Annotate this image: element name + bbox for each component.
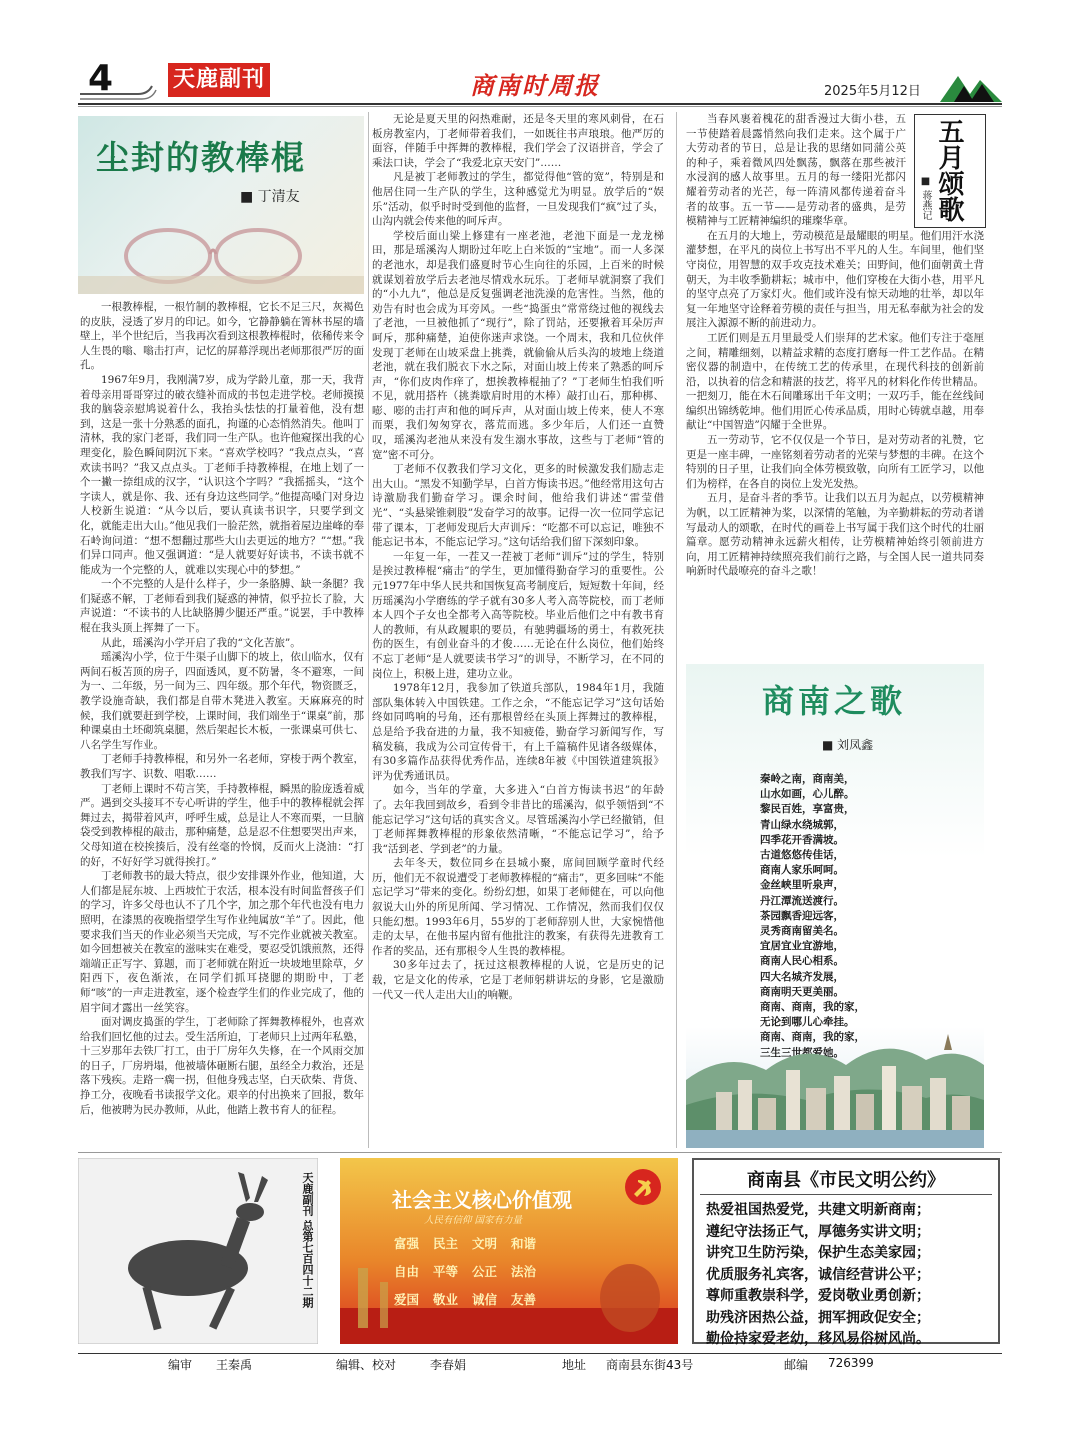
article-paragraph: 丁老师教书的最大特点，很少安排课外作业，他知道，大人们都是屁东坡、上西坡忙于农活，根本没有时间监督孩子们的学习，许多父母也认不了几个字，加之那个年代也没有电力照明，在漆黑的夜晚指望学生写作业纯属放“羊”了。因此，他要求我们当天的作业必须当天完成，写不完作业就被关教室。如今回想被关在教室的滋味实在难受，要忍受饥饿煎熬，还得端端正正写字、算题，而丁老师就在附近一块坡地里除草，夕阳西下，夜色渐浓，在同学们抓耳挠腮的期盼中，丁老师“咳”的一声走进教室，逐个检查学生们的作业完成了，他的眉宇间才露出一丝笑容。 bbox=[80, 870, 364, 1014]
footer-postcode-label: 邮编 bbox=[784, 1358, 809, 1372]
poem-line: 金丝峡里听泉声， bbox=[760, 879, 844, 892]
civility-line: 讲究卫生防污染，保护生态美家园； bbox=[706, 1245, 930, 1261]
core-value: 富强 bbox=[394, 1236, 420, 1251]
core-value: 民主 bbox=[433, 1236, 459, 1251]
footer-proof: 李春娟 bbox=[430, 1358, 467, 1372]
publication-date: 2025年5月12日 bbox=[824, 84, 921, 99]
header-rule bbox=[78, 103, 1002, 105]
page-number: 4 bbox=[88, 58, 114, 99]
poem-line: 灵秀商南留美名。 bbox=[760, 925, 844, 938]
poem-line: 商南、商南，我的家， bbox=[760, 1001, 865, 1014]
core-values-subtitle: 人民有信仰 国家有力量 bbox=[424, 1215, 523, 1226]
article-paragraph: 如今，当年的学童，大多进入“白首方悔读书迟”的年龄了。去年我回到故乡，看到令非昔比的瑶溪沟，似乎领悟到“不能忘记学习”这句话的真实含义。尽管瑶溪沟小学已经撤销，但丁老师挥舞教棒棍的形象依然清晰，“不能忘记学习”，给予我“活到老、学到老”的力量。 bbox=[372, 784, 664, 855]
poem-line: 商南人民心相系。 bbox=[760, 955, 844, 968]
column-credit: 天鹿副刊 总第七百四十二期 bbox=[301, 1172, 314, 1308]
article-paragraph: 当春风裹着槐花的甜香漫过大街小巷，五一节使踏着晨露悄然向我们走来。这个属于广大劳动者的节日，总是让我的思绪如同蒲公英的种子，乘着微风四处飘荡，飘落在那些被汗水浸润的感人故事里。五月的每一缕阳光都闪耀着劳动者的光芒，每一阵清风都传递着奋斗者的故事。五一节——是劳动者的盛典，是劳模精神与工匠精神编织的璀璨华章。 bbox=[686, 113, 906, 228]
poem-line: 青山绿水绕城郭， bbox=[760, 818, 844, 831]
poem-line: 无论到哪儿心牵挂。 bbox=[760, 1016, 855, 1029]
core-value: 公正 bbox=[472, 1264, 498, 1279]
article-paragraph: 丁老师不仅教我们学习文化，更多的时候激发我们励志走出大山。“黑发不知勤学早，白首方悔读书迟。”他经常用这句古诗激励我们勤奋学习。课余时间，他给我们讲述“雷莹借光”、“头悬梁锥刺股”发奋学习的故事。记得一次一位同学忘记带了课本，丁老师发现后大声训斥：“吃都不可以忘记，唯独不能忘记书本，不能忘记学习。”这句话给我们留下深刻印象。 bbox=[372, 463, 664, 549]
poem-line: 宜居宜业宜游地， bbox=[760, 940, 844, 953]
poem-line: 商南人家乐呵呵。 bbox=[760, 864, 844, 877]
footer-address: 商南县东街43号 bbox=[606, 1358, 694, 1372]
civility-convention-title: 商南县《市民文明公约》 bbox=[747, 1170, 945, 1191]
poem-line: 三生三世都爱她。 bbox=[760, 1046, 844, 1059]
footer-rule bbox=[78, 1353, 1002, 1354]
core-value: 友善 bbox=[511, 1292, 537, 1307]
poem-line: 山水如画，心儿醉。 bbox=[760, 788, 855, 801]
poem-line: 商南明天更美丽。 bbox=[760, 985, 844, 998]
masthead-logo: 商南时周报 bbox=[470, 71, 600, 100]
header-decoration bbox=[78, 80, 158, 104]
poem-line: 黎民百姓，享富贵， bbox=[760, 803, 855, 816]
article-paragraph: 一个不完整的人是什么样子，少一条胳膊、缺一条腿？我们疑惑不解，丁老师看到我们疑惑的神情，似乎拉长了脸，大声说道：“不读书的人比缺胳膊少腿还严重。”说罢，手中教棒棍在我头顶上挥舞了一下。 bbox=[80, 578, 364, 635]
civility-line: 遵纪守法扬正气，厚德务实讲文明； bbox=[706, 1223, 930, 1240]
core-value: 诚信 bbox=[472, 1292, 498, 1307]
article-paragraph: 在五月的大地上，劳动模范是最耀眼的明星。他们用汗水浇灌梦想，在平凡的岗位上书写出不平凡的人生。车间里，他们坚守岗位，用智慧的双手攻克技术难关；田野间，他们面朝黄土背朝天，为丰收季勤耕耘；城市中，他们穿梭在大街小巷，用平凡的坚守点亮了万家灯火。他们或许没有惊天动地的壮举，却以年复一年地坚守诠释着劳模的责任与担当，用无私奉献为社会的发展注入源源不断的前进动力。 bbox=[686, 229, 984, 330]
article-paragraph: 从此，瑶溪沟小学开启了我的“文化苦旅”。 bbox=[101, 636, 301, 649]
bottom-rule bbox=[78, 1152, 1002, 1153]
civility-convention-list bbox=[706, 1200, 998, 1351]
article-paragraph: 面对调皮捣蛋的学生，丁老师除了挥舞教棒棍外，也喜欢给我们回忆他的过去。受生活所迫，丁老师只上过两年私塾，十三岁那年去铁厂打工，由于厂房年久失修，在一个风雨交加的日子，厂房坍塌，他被墙体砸断右腿，虽经全力救治，还是落下残疾。走路一瘸一拐，但他身残志坚，白天砍柴、背货、挣工分，夜晚看书读报学文化。艰辛的付出换来了回报，数年后，他被聘为民办教师，从此，他踏上教书育人的征程。 bbox=[80, 1016, 364, 1116]
poem-line: 商南、商南，我的家， bbox=[760, 1031, 865, 1044]
civility-line: 勤俭持家爱老幼，移风易俗树风尚。 bbox=[706, 1331, 930, 1347]
article-paragraph: 1967年9月，我刚满7岁，成为学龄儿童，那一天，我背着母亲用哥哥穿过的破衣缝补而成的书包走进学校。老师摸摸我的脑袋亲慰鸠说着什么，我抬头怯怯的打量着他，没有想到，这是一张十分熟悉的面孔，拘谨的心态悄然消失。他叫丁清林，我的家门老哥，我们同一生产队。也许他窥探出我的心理变化，脸色瞬间阴沉下来。“喜欢学校吗？”我点点头，“喜欢读书吗？”我又点点头。丁老师手持教棒棍，在地上划了一个一撇一捺组成的汉字，“认识这个字吗？”我摇摇头，“这个字读人，就是你、我、还有身边这些同学。”他提高嗓门对身边人校新生说道：“从今以后，要认真读书识字，只要学到文化，就能走出大山。”他见我们一脸茫然，就指着屋边崖峰的奉石岭询问道：“想不想翻过那些大山去更远的地方？”“想。”我们异口同声。他又强调道：“是人就要好好读书，不读书就不能成为一个完整的人，就难以实现心中的梦想。” bbox=[80, 373, 364, 576]
article-paragraph: 五一劳动节，它不仅仅是一个节日，是对劳动者的礼赞，它更是一座丰碑，一座铭刻着劳动者的光荣与梦想的丰碑。在这个特别的日子里，让我们向全体劳模致敬，向所有工匠学习，以他们为榜样，在各自的岗位上发光发热。 bbox=[686, 434, 984, 490]
party-emblem-icon bbox=[624, 1168, 662, 1206]
article-paragraph: 学校后面山梁上修建有一座老池，老池下面是一龙龙梯田，那是瑶溪沟人期盼过年吃上白米饭的“宝地”。而一人多深的老池水，却是我们盛夏时节心生向往的乐园，上百米的时候就谋划着放学后去老池尽情戏水玩乐。丁老师早就洞察了我们的“小九九”，他总是反复强调老池洗澡的危害性。当然，他的劝告有时也会成为耳旁风。一些“捣蛋虫”常常绕过他的视线去了老池，一旦被他抓了“现行”，除了罚站，还要揪着耳朵厉声呵斥，那种痛楚，迫使你迷声求饶。一个周末，我和几位伙伴发现丁老师在山坡采盘上挑粪，就偷偷从后头沟的坡地上绕道老池，就在我们脱衣下水之际，对面山坡上传来了熟悉的呵斥声，“你们皮肉作痒了，想挨教棒棍抽了？”丁老师生怕我们听不见，就用搭杵（挑粪歇肩时用的木棒）敲打山石，那种梆、嘭、嘭的击打声和他的呵斥声，从对面山坡上传来，使人不寒而栗，我们匆匆穿衣，落荒而逃。多少年后，人们还一直赞叹，瑶溪沟老池从来没有发生溺水事故，这些与丁老师“管的宽”密不可分。 bbox=[372, 229, 664, 461]
core-value: 文明 bbox=[472, 1236, 498, 1251]
footer-editor-label: 编审 bbox=[168, 1358, 193, 1372]
article-paragraph: 1978年12月，我参加了铁道兵部队，1984年1月，我随部队集体转入中国铁建。工作之余，“不能忘记学习”这句话始终如同鸣响的号角，还有那根曾经在头顶上挥舞过的教棒棍，总是给予我奋进的力量，我不知疲倦，勤奋学习新闻写作，写稿发稿，我成为公司宣传骨干，有上千篇稿件见诸各级媒体，有30多篇作品获得优秀作品，连续8年被《中国铁道建筑报》评为优秀通讯员。 bbox=[372, 682, 664, 782]
civility-line: 热爱祖国热爱党，共建文明新商南； bbox=[706, 1202, 930, 1218]
civility-line: 助残济困热公益，拥军拥政促安全； bbox=[706, 1309, 930, 1326]
core-values-row bbox=[394, 1290, 550, 1308]
poem-line: 秦岭之南，商南美， bbox=[760, 773, 855, 785]
article-paragraph: 丁老师手持教棒棍，和另外一名老师，穿梭于两个教室，教我们写字、识数、唱歌…… bbox=[80, 753, 364, 780]
poem-line: 丹江潭流送渡行。 bbox=[760, 894, 844, 907]
article-author: ■ 丁清友 bbox=[240, 189, 300, 205]
article-paragraph: 一年复一年，一茬又一茬被丁老师“训斥”过的学生，特别是挨过教棒棍“痛击”的学生，更加懂得勤奋学习的重要性。公元1977年中华人民共和国恢复高考制度后，短短数十年间，经历瑶溪沟小学磨练的学子就有30多人考入高等院校，而丁老师本人四个子女也全都考入高等院校。毕业后他们之中有教书育人的教师，有从政履职的要员，有驰骋疆场的勇士，有救死扶伤的医生，有创业奋斗的才俊……无论在什么岗位，他们始终不忘丁老师“是人就要读书学习”的训导，不断学习，在不同的岗位上，积极上进，建功立业。 bbox=[372, 550, 664, 680]
footer-postcode: 726399 bbox=[828, 1356, 874, 1370]
article-paragraph: 凡是被丁老师教过的学生，都觉得他“管的宽”，特别是和他居住同一生产队的学生，这种感觉尤为明显。放学后的“娱乐”活动，似乎时时受到他的监督，一旦发现我们“疯”过了头，山沟内就会传来他的呵斥声。 bbox=[372, 171, 664, 228]
article-paragraph: 30多年过去了，抚过这根教棒棍的人说，它是历史的记载，它是文化的传承，它是丁老师躬耕讲坛的身影，它是激励一代又一代人走出大山的响鞭。 bbox=[372, 959, 664, 1001]
column-divider bbox=[368, 112, 369, 1148]
footer-editor: 王秦禹 bbox=[216, 1358, 253, 1372]
header-rule bbox=[78, 106, 1002, 107]
article-title: 尘封的教棒棍 bbox=[96, 138, 306, 177]
core-value: 法治 bbox=[511, 1264, 537, 1279]
article-paragraph: 一根教棒棍，一根竹制的教棒棍，它长不足三尺，灰褐色的皮肤，浸透了岁月的印记。如今，它静静躺在箐林书屋的墙壁上，半个世纪后，当我再次看到这根教棒棍时，依稀传来令人生畏的嗡、嗡击打声，记忆的屏幕浮现出老师那很严厉的面孔。 bbox=[80, 301, 364, 372]
core-value: 自由 bbox=[394, 1264, 420, 1279]
footer-address-label: 地址 bbox=[562, 1358, 587, 1372]
core-value: 和谐 bbox=[511, 1236, 537, 1251]
poem-line: 四大名城齐发展， bbox=[760, 970, 844, 983]
article-body-column-1 bbox=[80, 300, 364, 1148]
core-values-title: 社会主义核心价值观 bbox=[392, 1188, 572, 1212]
article-paragraph: 丁老师上课时不苟言笑，手持教棒棍，瞬黑的脸庞透着威严。遇到交头接耳不专心听讲的学生，他手中的教棒棍就会挥舞过去，揭带着风声，呼呼生威，总是让人不寒而栗，一旦脑袋受到教棒棍的敲击，那种痛楚，总是忍不住想要哭出声来，父母知道在校挨揍后，没有丝毫的怜悯，反而火上浇油：“打的好，不好好学习就得挨打。” bbox=[80, 782, 364, 868]
newspaper-logo-icon bbox=[940, 72, 1002, 102]
core-values-row bbox=[394, 1262, 550, 1280]
poem-line: 茶园飘香迎远客， bbox=[760, 909, 844, 922]
civility-line: 尊师重教崇科学，爱岗敬业勇创新； bbox=[706, 1288, 930, 1304]
core-value: 平等 bbox=[433, 1264, 459, 1279]
core-values-row bbox=[394, 1234, 550, 1252]
section-badge: 天鹿副刊 bbox=[168, 63, 270, 97]
poem-author: ■ 刘凤鑫 bbox=[822, 738, 874, 752]
article-paragraph: 工匠们则是五月里最受人们崇拜的艺术家。他们专注于毫厘之间，精雕细刻，以精益求精的态度打磨每一件工艺作品。在精密仪器的制造中，在传统工艺的传承里，在现代科技的创新前沿，以执着的信念和精湛的技艺，将平凡的材料化作传世精品。一把刻刀，能在木石间雕琢出千年文明；一双巧手，能在丝线间编织出锦绣乾坤。他们用匠心传承品质，用时心铸就卓越，用奉献让“中国智造”闪耀于全世界。 bbox=[686, 331, 984, 432]
article-title: 五月颂歌 bbox=[934, 118, 964, 222]
civility-title-rule bbox=[700, 1194, 992, 1195]
core-value: 敬业 bbox=[433, 1292, 459, 1307]
article-author: ■ 蒋燕记 bbox=[920, 176, 931, 221]
article-body-column-2 bbox=[372, 112, 664, 1148]
article-paragraph: 五月，是奋斗者的季节。让我们以五月为起点，以劳模精神为帆，以工匠精神为桨，以深情的笔触，为辛勤耕耘的劳动者谱写最动人的颂歌，在时代的画卷上书写属于我们这个时代的壮丽篇章。愿劳动精神永远薪火相传，让劳模精神始终引领前进方向，用工匠精神持续照亮我们前行之路，与全国人民一道共同奏响新时代最嘹亮的奋斗之歌！ bbox=[686, 492, 984, 578]
article-paragraph: 去年冬天，数位同乡在县城小聚，席间回顾学童时代经历，他们无不叙说遭受丁老师教棒棍的“痛击”，更多回味“不能忘记学习”带来的变化。纷纷幻想，如果丁老师健在，可以向他叙说大山外的所见所闻、学习情况、工作情况，然而我们仅仅只能幻想。1993年6月，55岁的丁老师辞别人世，大家惋惜他走的太早，在他书屋内留有他批注的教案，有获得先进教育工作者的奖品，还有那根令人生畏的教棒棍。 bbox=[372, 857, 664, 957]
civility-line: 优质服务礼宾客，诚信经营讲公平； bbox=[706, 1266, 930, 1283]
poem-line: 四季花开香满坡。 bbox=[760, 833, 844, 846]
footer-proof-label: 编辑、校对 bbox=[336, 1358, 397, 1372]
city-skyline-illustration bbox=[686, 1010, 984, 1148]
core-value: 爱国 bbox=[394, 1292, 420, 1307]
poem-line: 古道悠悠传佳话， bbox=[760, 849, 844, 862]
poem-title: 商南之歌 bbox=[762, 682, 907, 720]
column-divider bbox=[676, 112, 677, 1148]
article-paragraph: 无论是夏天里的闷热难耐，还是冬天里的寒风刺骨，在石板房教室内，丁老师带着我们，一如既往书声琅琅。他严厉的面容，伴随手中挥舞的教棒棍，我们学会了汉语拼音，学会了乘法口诀，学会了“我爱北京天安门”…… bbox=[372, 113, 664, 169]
article-paragraph: 瑶溪沟小学，位于牛渠子山脚下的坡上，依山临水，仅有两间石板苫顶的房子，四面透风，夏不防暑，冬不避寒，一间为一、二年级，另一间为三、四年级。那个年代，物资匮乏，教学设施奇缺，我们都是自带木凳进入教室。天麻麻亮的时候，我们就要赶到学校，上课时间，我们端坐于“课桌”前，那种课桌由土坯砌筑桌腿，然后架起长木板，一张课桌可供七、八名学生写作业。 bbox=[80, 651, 364, 751]
